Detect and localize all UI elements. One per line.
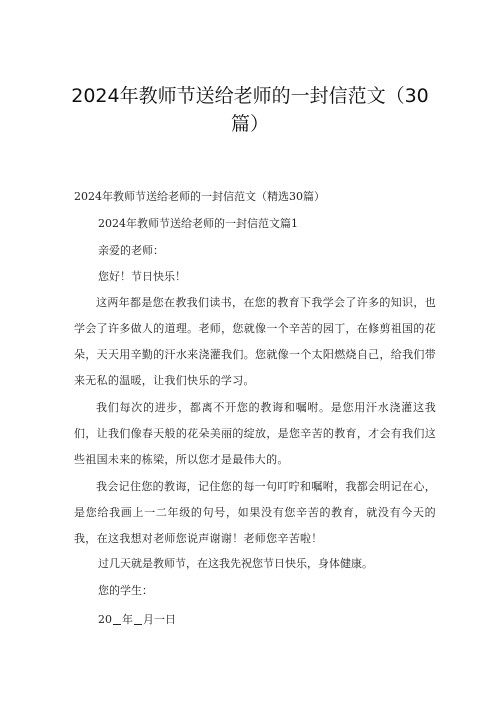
letter-paragraph-1: 这两年都是您在教我们读书，在您的教育下我学会了许多的知识，也学会了许多做人的道理。老师，您就像一个辛苦的园丁，在修剪祖国的花朵，天天用辛勤的汗水来浇灌我们。您就像一个太阳燃烧自己，给我们带来无私的温暖，让我们快乐的学习。: [74, 296, 436, 387]
date-year-prefix: 20: [98, 613, 112, 626]
letter-paragraph-3: 我会记住您的教诲，记住您的每一句叮咛和嘱咐，我都会明记在心，是您给我画上一二年级的句号，如果没有您辛苦的教育，就没有今天的我，在这我想对老师您说声谢谢！老师您辛苦啦！: [74, 480, 436, 545]
hello-line: 您好！节日快乐！: [98, 270, 186, 283]
greeting-line: 亲爱的老师：: [98, 244, 164, 257]
date-day-sep: 一: [154, 613, 165, 626]
year-blank: [113, 614, 121, 625]
collection-subtitle: 2024年教师节送给老师的一封信范文（精选30篇）: [74, 190, 325, 203]
closing-line: 过几天就是教师节，在这我先祝您节日快乐，身体健康。: [98, 557, 373, 570]
letter-paragraph-2: 我们每次的进步，都离不开您的教诲和嘱咐。是您用汗水浇灌这我们，让我们像春天般的花朵美丽的绽放，是您辛苦的教育，才会有我们这些祖国未来的栋梁，所以您才是最伟大的。: [74, 401, 436, 466]
title-line-1: 2024年教师节送给老师的一封信范文（30: [71, 85, 429, 107]
month-blank: [134, 614, 142, 625]
title-line-2: 篇）: [230, 113, 269, 135]
document-title: [60, 82, 440, 138]
article-heading: 2024年教师节送给老师的一封信范文篇1: [98, 217, 298, 230]
date-year-label: 年: [122, 613, 133, 626]
signature-line: 您的学生：: [98, 584, 153, 597]
date-line: [98, 611, 176, 627]
date-month-label: 月: [143, 613, 154, 626]
date-day-label: 日: [165, 613, 176, 626]
